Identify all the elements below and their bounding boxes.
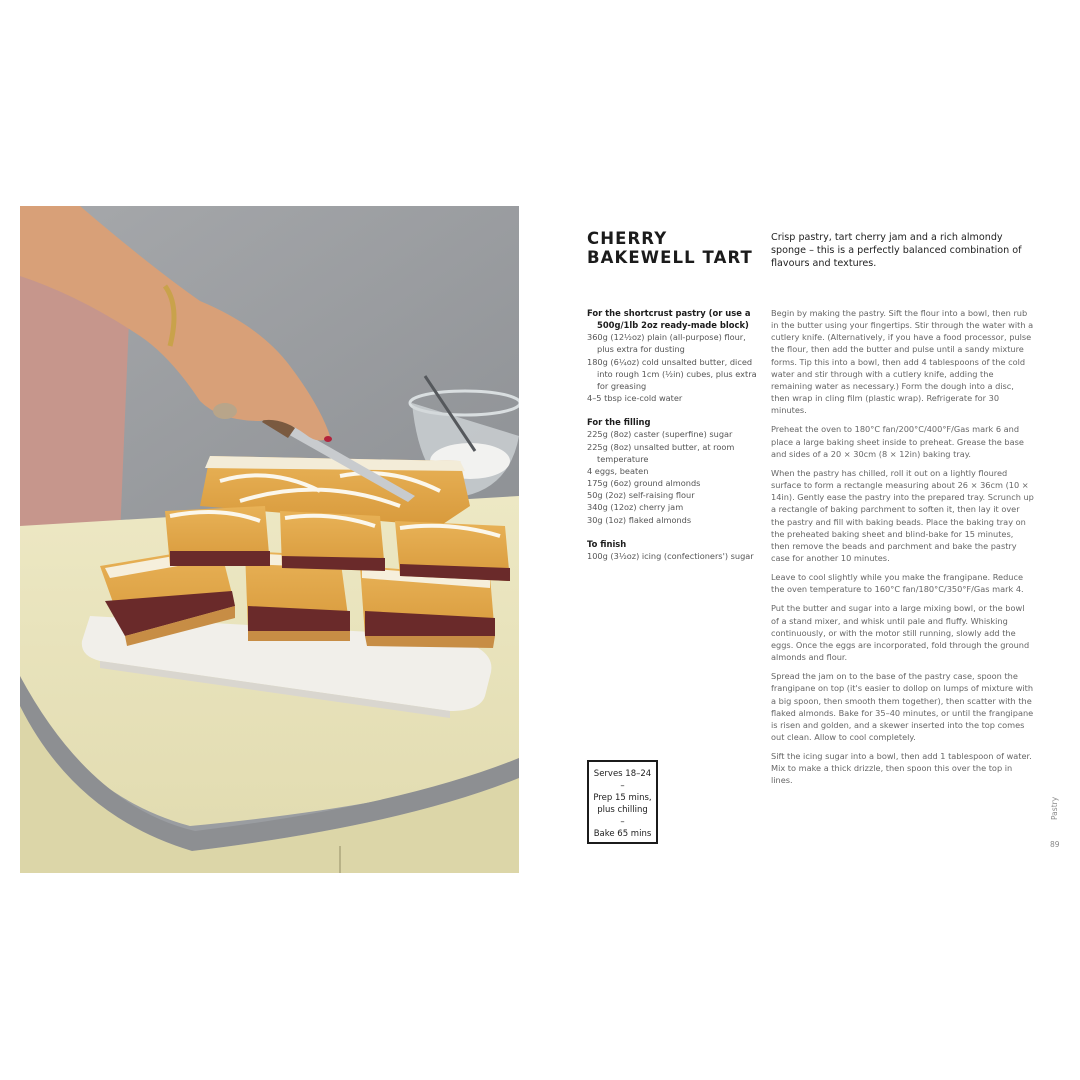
method-steps [771, 307, 1034, 794]
ingredient-group-filling [587, 416, 759, 525]
bake-time-text: Bake 65 mins [593, 829, 652, 839]
prep-chilling-text: plus chilling [597, 805, 648, 815]
ingredient-item: 360g (12½oz) plain (all-purpose) flour, plus extra for dusting [587, 332, 746, 355]
ingredient-group-pastry [587, 307, 759, 404]
page-number: 89 [1050, 840, 1060, 849]
ingredient-item: 225g (8oz) caster (superfine) sugar [587, 429, 733, 440]
separator-dash: – [620, 781, 625, 791]
section-label: Pastry [1050, 796, 1059, 820]
separator-dash: – [620, 817, 625, 827]
method-step: Begin by making the pastry. Sift the flour into a bowl, then rub in the butter using your fingertips. Stir through the water with a cutlery knife. (Alternatively, if you have a food processor, pulse the flour, then add the butter and pulse until a sandy mixture forms. Tip this into a bowl, then add 4 tablespoons of the cold water and stir through with a cutlery knife, adding the remaining water as necessary.) Form the dough into a disc, then wrap in cling film (plastic wrap). Refrigerate for 30 minutes. [771, 308, 1034, 416]
ingredient-item: 50g (2oz) self-raising flour [587, 490, 695, 501]
ingredient-item: 30g (1oz) flaked almonds [587, 514, 692, 525]
ingredient-group-heading: To finish [587, 538, 627, 549]
serves-text: Serves 18–24 [593, 769, 652, 779]
ingredient-item: 340g (12oz) cherry jam [587, 502, 684, 513]
method-step: Leave to cool slightly while you make the frangipane. Reduce the oven temperature to 160°C fan/180°C/350°F/Gas mark 4. [771, 572, 1024, 595]
ingredient-item: 100g (3½oz) icing (confectioners') sugar [587, 550, 754, 561]
ingredient-item: 4–5 tbsp ice-cold water [587, 393, 683, 404]
recipe-intro: Crisp pastry, tart cherry jam and a rich almondy sponge – this is a perfectly balanced combination of flavours and textures. [771, 232, 1022, 269]
method-step: Put the butter and sugar into a large mixing bowl, or the bowl of a stand mixer, and whisk until pale and fluffy. Whisking continuously, or with the motor still running, slowly add the eggs. Once the eggs are incorporated, fold through the ground almonds and flour. [771, 603, 1030, 663]
ingredient-item: 180g (6¼oz) cold unsalted butter, diced into rough 1cm (½in) cubes, plus extra for greasing [587, 356, 757, 391]
ingredients-list [587, 307, 759, 574]
recipe-title [587, 229, 762, 267]
ingredient-item: 225g (8oz) unsalted butter, at room temperature [587, 441, 735, 464]
method-step: Spread the jam on to the base of the pastry case, spoon the frangipane on top (it's easier to dollop on lumps of mixture with a big spoon, then smooth them together), then scatter with the flaked almonds. Bake for 35–40 minutes, or until the frangipane is risen and golden, and a skewer inserted into the top comes out clean. Allow to cool completely. [771, 671, 1034, 742]
recipe-info-box [587, 760, 658, 844]
ingredient-item: 4 eggs, beaten [587, 465, 649, 476]
bakewell-tart-photo-illustration [20, 206, 519, 873]
recipe-photo [20, 206, 519, 873]
method-step: Sift the icing sugar into a bowl, then add 1 tablespoon of water. Mix to make a thick drizzle, then spoon this over the top in lines. [771, 751, 1032, 786]
method-step: Preheat the oven to 180°C fan/200°C/400°F/Gas mark 6 and place a large baking sheet inside to preheat. Grease the base and sides of a 20 × 30cm (8 × 12in) baking tray. [771, 424, 1024, 459]
method-step: When the pastry has chilled, roll it out on a lightly floured surface to form a rectangle measuring about 26 × 36cm (10 × 14in). Gently ease the pastry into the prepared tray. Scrunch up a rectangle of baking parchment to soften it, then lay it over the pastry and fill with baking beads. Place the baking tray on the preheated baking sheet and blind-bake for 15 minutes, then remove the beads and parchment and bake the pastry case for another 10 minutes. [771, 467, 1034, 563]
recipe-title-line-2: BAKEWELL TART [587, 248, 753, 267]
ingredient-group-finish [587, 538, 759, 562]
ingredient-group-heading: For the shortcrust pastry (or use a 500g/1lb 2oz ready-made block) [587, 308, 751, 331]
ingredient-group-heading: For the filling [587, 417, 651, 428]
recipe-title-line-1: CHERRY [587, 229, 668, 248]
prep-time-text: Prep 15 mins, [593, 793, 652, 803]
ingredient-item: 175g (6oz) ground almonds [587, 478, 701, 489]
